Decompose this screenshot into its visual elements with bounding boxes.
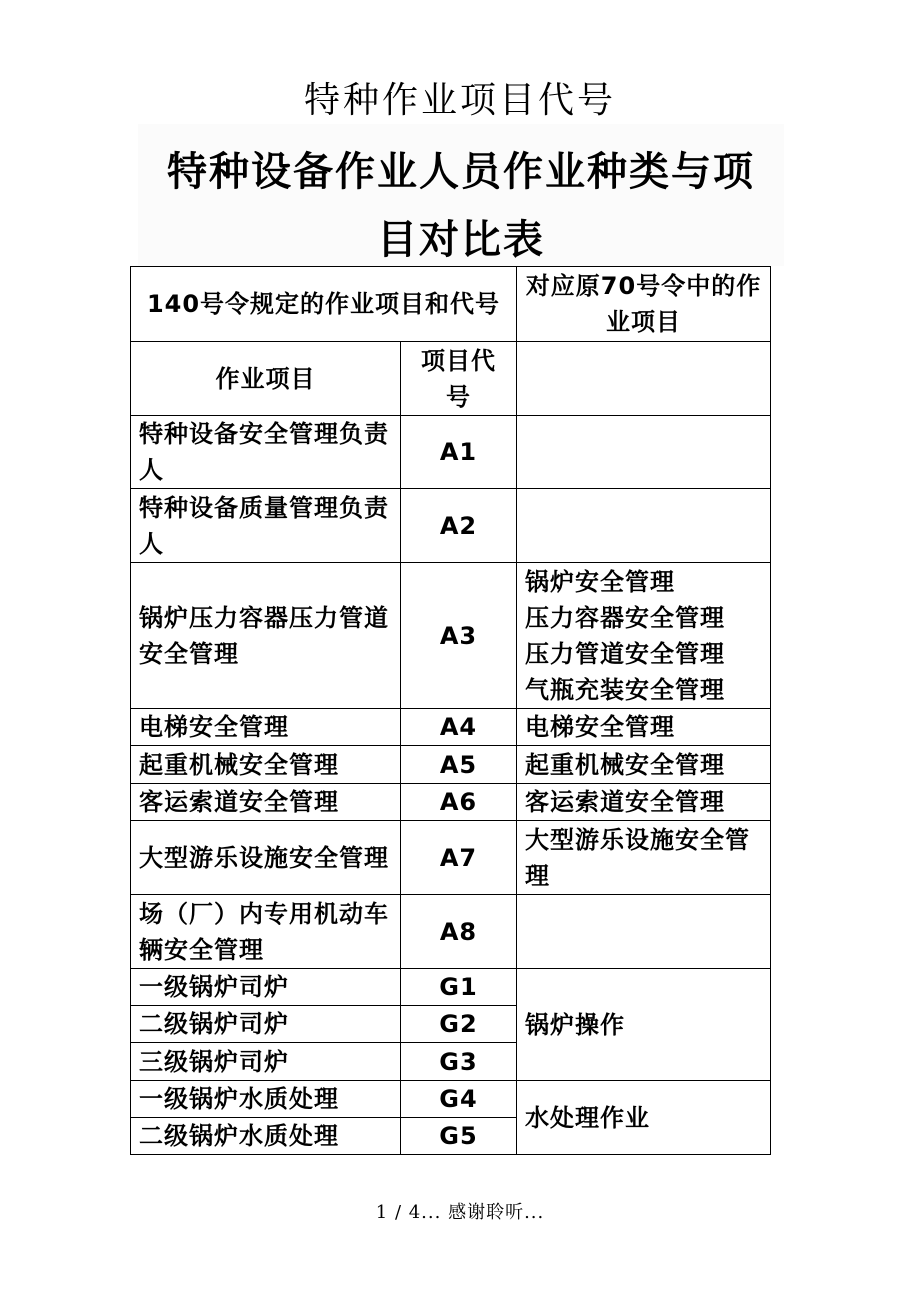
code-cell: G3: [401, 1043, 517, 1081]
table-row: [131, 784, 771, 821]
old-cell: [517, 489, 771, 563]
old-cell: 水处理作业: [517, 1081, 771, 1155]
code-cell: G1: [401, 969, 517, 1006]
old-header-cell: 对应原70号令中的作业项目: [517, 267, 771, 342]
table-row: [131, 1081, 771, 1118]
code-cell: A5: [401, 746, 517, 784]
old-cell: 电梯安全管理: [517, 709, 771, 746]
item-cell: 特种设备质量管理负责人: [131, 489, 401, 563]
table-row: [131, 821, 771, 895]
code-cell: A6: [401, 784, 517, 821]
item-cell: 起重机械安全管理: [131, 746, 401, 784]
item-cell: 电梯安全管理: [131, 709, 401, 746]
old-cell: [517, 416, 771, 489]
old-cell: 客运索道安全管理: [517, 784, 771, 821]
old-cell: 锅炉安全管理 压力容器安全管理 压力管道安全管理 气瓶充装安全管理: [517, 563, 771, 709]
item-cell: 大型游乐设施安全管理: [131, 821, 401, 895]
item-cell: 场（厂）内专用机动车辆安全管理: [131, 895, 401, 969]
code-cell: G4: [401, 1081, 517, 1118]
table-header-row: [131, 267, 771, 342]
item-cell: 一级锅炉司炉: [131, 969, 401, 1006]
item-cell: 三级锅炉司炉: [131, 1043, 401, 1081]
col-item-header: 作业项目: [131, 342, 401, 416]
code-cell: A3: [401, 563, 517, 709]
table-subheader-row: [131, 342, 771, 416]
table-row: [131, 489, 771, 563]
main-title-line-2: 目对比表: [377, 217, 545, 263]
code-cell: A2: [401, 489, 517, 563]
table-row: [131, 709, 771, 746]
page-header-title: 特种作业项目代号: [303, 80, 616, 121]
old-cell: 大型游乐设施安全管理: [517, 821, 771, 895]
table-row: [131, 416, 771, 489]
old-cell: 起重机械安全管理: [517, 746, 771, 784]
code-cell: G2: [401, 1006, 517, 1043]
comparison-table: [130, 266, 771, 1155]
code-cell: G5: [401, 1118, 517, 1155]
empty-header-cell: [517, 342, 771, 416]
table-row: [131, 563, 771, 709]
item-cell: 一级锅炉水质处理: [131, 1081, 401, 1118]
table-row: [131, 895, 771, 969]
item-cell: 客运索道安全管理: [131, 784, 401, 821]
code-cell: A4: [401, 709, 517, 746]
code-cell: A8: [401, 895, 517, 969]
col-code-header: 项目代号: [401, 342, 517, 416]
item-cell: 二级锅炉司炉: [131, 1006, 401, 1043]
code-cell: A7: [401, 821, 517, 895]
old-cell: [517, 895, 771, 969]
table-row: [131, 969, 771, 1006]
page-footer: 1 / 4... 感谢聆听...: [375, 1202, 545, 1223]
main-title-line-1: 特种设备作业人员作业种类与项: [167, 149, 755, 195]
main-title-box: [138, 124, 784, 266]
table-row: [131, 746, 771, 784]
item-cell: 锅炉压力容器压力管道安全管理: [131, 563, 401, 709]
item-cell: 二级锅炉水质处理: [131, 1118, 401, 1155]
group-header-cell: 140号令规定的作业项目和代号: [131, 267, 517, 342]
old-cell: 锅炉操作: [517, 969, 771, 1081]
item-cell: 特种设备安全管理负责人: [131, 416, 401, 489]
code-cell: A1: [401, 416, 517, 489]
